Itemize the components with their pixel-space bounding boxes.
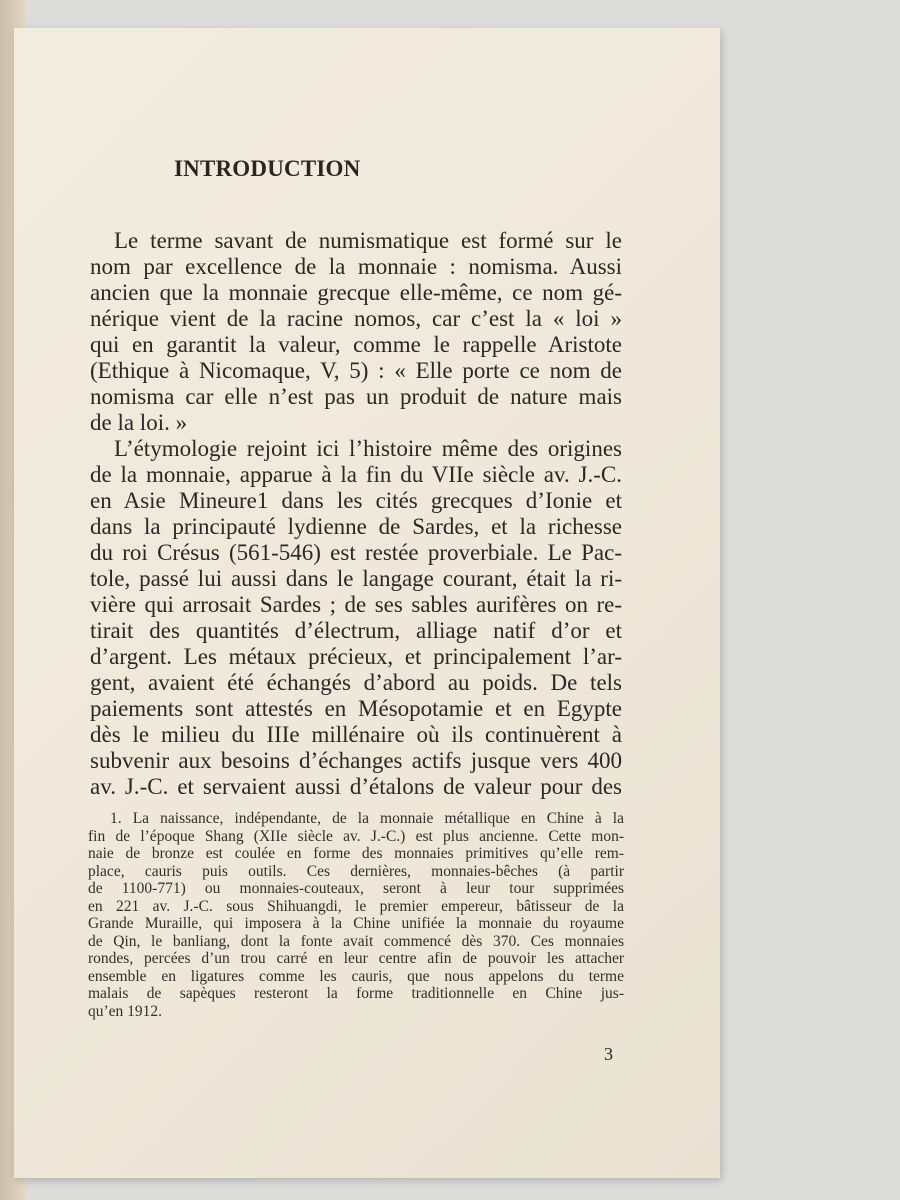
text-line: du roi Crésus (561-546) est restée proverbiale. Le Pac- [90, 540, 622, 565]
text-line: vière qui arrosait Sardes ; de ses sables aurifères on re- [90, 592, 622, 617]
body-text [90, 228, 622, 800]
text-line: nérique vient de la racine nomos, car c’est la « loi » [90, 306, 622, 331]
text-line: dès le milieu du IIIe millénaire où ils continuèrent à [90, 722, 622, 747]
text-line: Le terme savant de numismatique est formé sur le [114, 228, 622, 253]
text-line: tirait des quantités d’électrum, alliage natif d’or et [90, 618, 622, 643]
paragraph-1 [90, 228, 622, 436]
text-line: nom par excellence de la monnaie : nomisma. Aussi [90, 254, 622, 279]
text-line: ancien que la monnaie grecque elle-même, ce nom gé- [90, 280, 622, 305]
text-line: L’étymologie rejoint ici l’histoire même des origines [114, 436, 622, 461]
text-line: dans la principauté lydienne de Sardes, et la richesse [90, 514, 622, 539]
footnote-line: ensemble en ligatures comme les cauris, que nous appelons du terme [88, 967, 624, 985]
text-line: d’argent. Les métaux précieux, et principalement l’ar- [90, 644, 622, 669]
footnote-line: en 221 av. J.-C. sous Shihuangdi, le premier empereur, bâtisseur de la [88, 897, 624, 915]
text-line: paiements sont attestés en Mésopotamie et en Egypte [90, 696, 622, 721]
footnote-line: naie de bronze est coulée en forme des monnaies primitives qu’elle rem- [88, 845, 624, 862]
footnote [88, 810, 624, 1020]
text-line: (Ethique à Nicomaque, V, 5) : « Elle porte ce nom de [90, 358, 622, 383]
footnote-line: 1. La naissance, indépendante, de la monnaie métallique en Chine à la [110, 810, 624, 827]
text-line: gent, avaient été échangés d’abord au poids. De tels [90, 670, 622, 695]
footnote-line: rondes, percées d’un trou carré en leur centre afin de pouvoir les attacher [88, 950, 624, 967]
text-line: subvenir aux besoins d’échanges actifs jusque vers 400 [90, 748, 622, 773]
footnote-line: Grande Muraille, qui imposera à la Chine unifiée la monnaie du royaume [88, 915, 624, 932]
page-number: 3 [604, 1044, 613, 1064]
footnote-line: de Qin, le banliang, dont la fonte avait commencé dès 370. Ces monnaies [88, 932, 624, 950]
footnote-line: fin de l’époque Shang (XIIe siècle av. J.-C.) est plus ancienne. Cette mon- [88, 827, 624, 845]
text-line: de la monnaie, apparue à la fin du VIIe siècle av. J.-C. [90, 462, 622, 487]
text-line: qui en garantit la valeur, comme le rappelle Aristote [90, 332, 622, 357]
text-line: av. J.-C. et servaient aussi d’étalons de valeur pour des [90, 774, 622, 799]
text-line: de la loi. » [90, 410, 188, 435]
text-line: nomisma car elle n’est pas un produit de nature mais [90, 384, 622, 409]
page-title: INTRODUCTION [174, 156, 361, 181]
footnote-line: de 1100-771) ou monnaies-couteaux, seront à leur tour supprimées [88, 880, 624, 897]
footnote-line: malais de sapèques resteront la forme traditionnelle en Chine jus- [88, 985, 624, 1002]
footnote-line: place, cauris puis outils. Ces dernières, monnaies-bêches (à partir [88, 862, 624, 880]
paragraph-2 [90, 436, 622, 800]
footnote-line: qu’en 1912. [88, 1002, 163, 1020]
text-line: tole, passé lui aussi dans le langage courant, était la ri- [90, 566, 622, 591]
text-line: en Asie Mineure1 dans les cités grecques d’Ionie et [90, 488, 622, 513]
